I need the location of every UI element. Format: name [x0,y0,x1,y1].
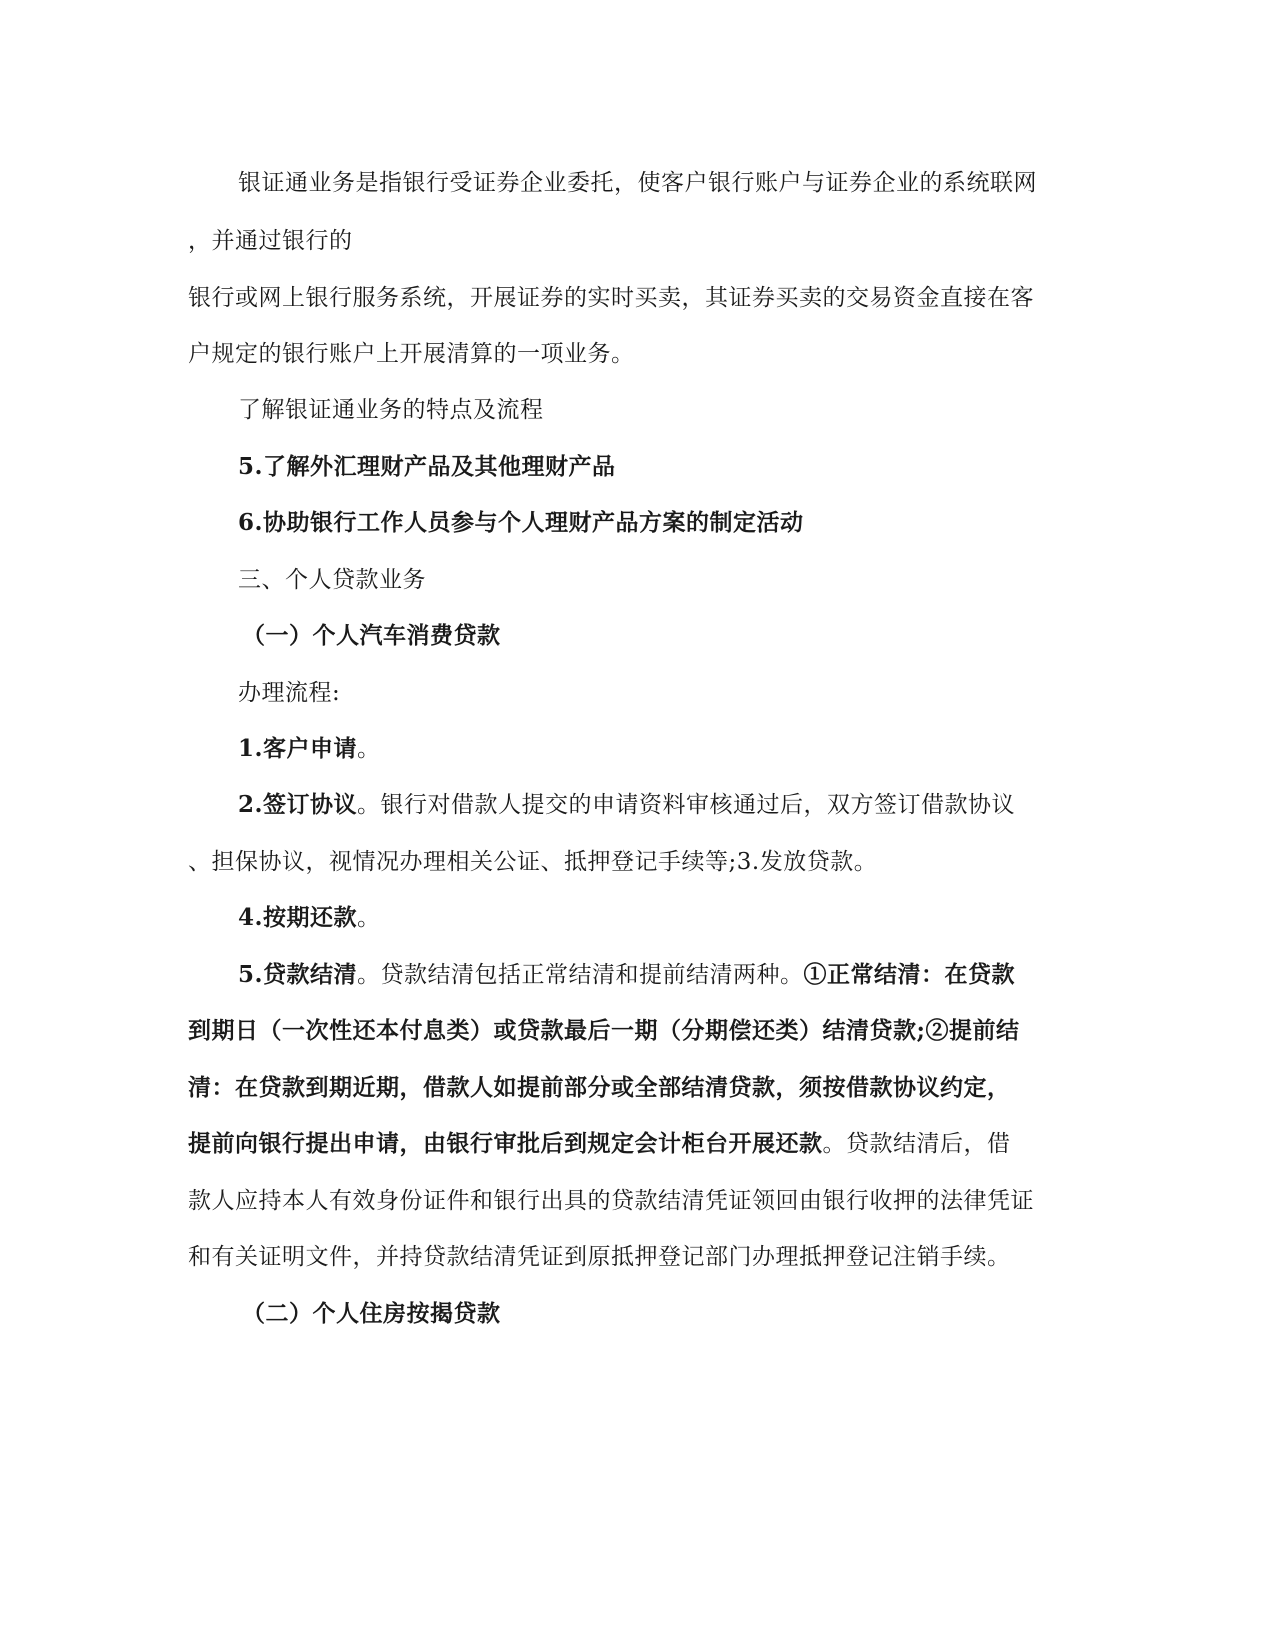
step-title: 5.贷款结清 [238,961,358,988]
process-label: 办理流程: [238,680,341,706]
subsection-heading: （二）个人住房按揭贷款 [242,1300,501,1327]
list-item: 了解银证通业务的特点及流程 [238,397,544,423]
step-text: 。银行对借款人提交的申请资料审核通过后，双方签订借款协议 [357,792,1016,818]
paragraph-line: 银行或网上银行服务系统，开展证券的实时买卖，其证券买卖的交易资金直接在客 [188,285,1034,311]
step-item [238,960,1015,990]
step-item [238,903,381,933]
section-heading: 三、个人贷款业务 [238,567,426,593]
list-item: 5.了解外汇理财产品及其他理财产品 [238,453,616,480]
paragraph-line: 和有关证明文件，并持贷款结清凭证到原抵押登记部门办理抵押登记注销手续。 [188,1244,1011,1270]
paragraph-line: 款人应持本人有效身份证件和银行出具的贷款结清凭证领回由银行收押的法律凭证 [188,1188,1034,1214]
step-title: 2.签订协议 [238,791,358,818]
paragraph-line [188,1129,1011,1159]
step-text: 。 [357,905,381,931]
paragraph-line: ，并通过银行的 [188,228,353,254]
step-item [238,790,1015,820]
paragraph-line: 户规定的银行账户上开展清算的一项业务。 [188,341,635,367]
paragraph-line: 、担保协议，视情况办理相关公证、抵押登记手续等;3.发放贷款。 [188,849,878,875]
step-text-bold: 提前向银行提出申请，由银行审批后到规定会计柜台开展还款 [188,1130,823,1157]
subsection-heading: （一）个人汽车消费贷款 [242,622,501,649]
step-text: 。 [357,736,381,762]
paragraph-line: 清：在贷款到期近期，借款人如提前部分或全部结清贷款，须按借款协议约定， [188,1074,1011,1101]
paragraph-line: 银证通业务是指银行受证券企业委托，使客户银行账户与证券企业的系统联网 [238,170,1037,196]
step-title: 1.客户申请 [238,735,358,762]
step-item [238,734,381,764]
step-text: 。贷款结清包括正常结清和提前结清两种。 [357,962,804,988]
paragraph-line: 到期日（一次性还本付息类）或贷款最后一期（分期偿还类）结清贷款;②提前结 [188,1017,1020,1044]
step-title: 4.按期还款 [238,904,358,931]
step-text: 。贷款结清后，借 [822,1131,1011,1157]
list-item: 6.协助银行工作人员参与个人理财产品方案的制定活动 [238,509,804,536]
step-text-bold: ①正常结清：在贷款 [803,961,1016,988]
